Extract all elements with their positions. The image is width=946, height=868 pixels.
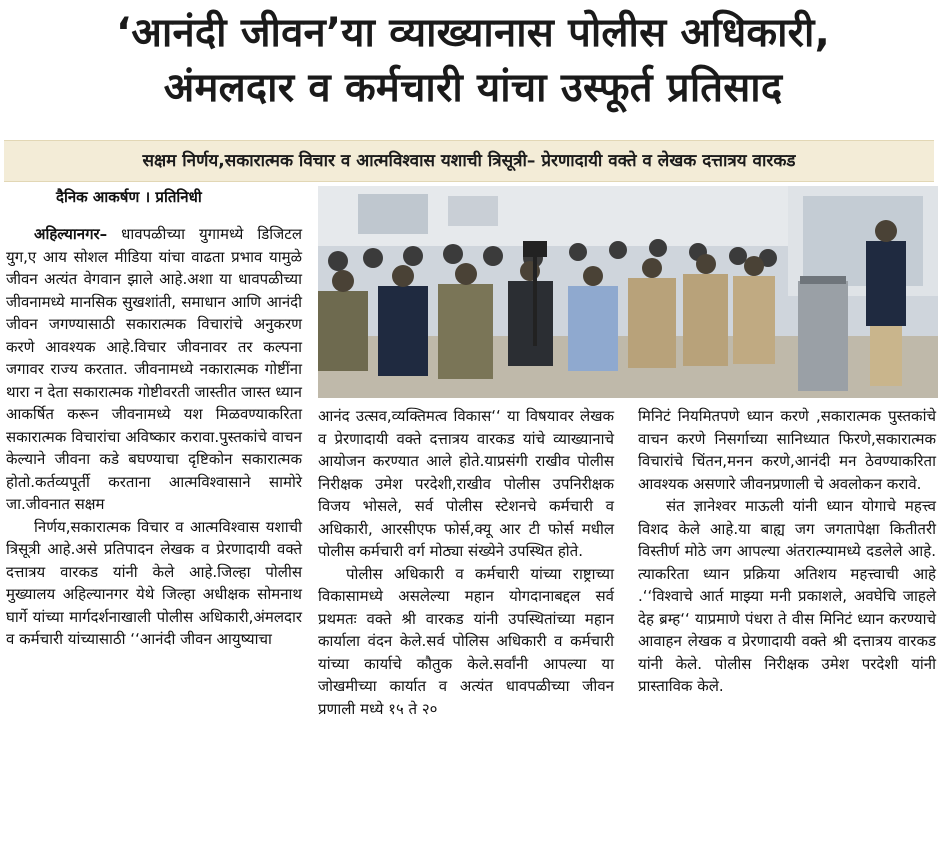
article-paragraph: आनंद उत्सव,व्यक्तिमत्व विकास‘‘ या विषयावर लेखक व प्रेरणादायी वक्ते दत्तात्रय वारकड यांचे व्याख्यानाचे आयोजन करण्यात आले होते.याप्रसंगी राखीव पोलीस निरीक्षक उमेश परदेशी,राखीव पोलीस उपनिरीक्षक विजय भोसले, सर्व पोलीस स्टेशनचे कर्मचारी व अधिकारी, आरसीएफ फोर्स,क्यू आर टी फोर्स मधील पोलीस कर्मचारी वर्ग मोठ्या संख्येने उपस्थित होते.: [318, 407, 614, 560]
article-column-3: [638, 405, 936, 698]
subheadline: सक्षम निर्णय,सकारात्मक विचार व आत्मविश्वास यशाची त्रिसूत्री– प्रेरणादायी वक्ते व लेखक दत्तात्रय वारकड: [142, 151, 796, 171]
article-paragraph: मिनिटं नियमितपणे ध्यान करणे ,सकारात्मक पुस्तकांचे वाचन करणे निसर्गाच्या सानिध्यात फिरणे,सकारात्मक विचारांचे चिंतन,मनन करणे,आनंदी मन ठेवण्याकरिता आवश्यक असणारे जीवनप्रणाली चे अवलोकन करावे.: [638, 407, 936, 493]
headline-line-2: अंमलदार व कर्मचारी यांचा उस्फूर्त प्रतिसाद: [163, 65, 783, 111]
article-photo: [318, 186, 938, 398]
article-paragraph: निर्णय,सकारात्मक विचार व आत्मविश्वास यशाची त्रिसूत्री आहे.असे प्रतिपादन लेखक व प्रेरणादायी वक्ते दत्तात्रय वारकड यांनी केले आहे.जिल्हा पोलीस मुख्यालय अहिल्यानगर येथे जिल्हा अधीक्षक सोमनाथ घार्गे यांच्या मार्गदर्शनाखाली पोलीस अधिकारी,अंमलदार व कर्मचारी यांच्यासाठी ‘‘आनंदी जीवन आयुष्याचा: [6, 517, 302, 648]
headline-line-1: ‘आनंदी जीवन’या व्याख्यानास पोलीस अधिकारी,: [116, 10, 830, 56]
article-column-2: [318, 405, 614, 720]
article-paragraph: [6, 223, 302, 516]
article-paragraph: पोलीस अधिकारी व कर्मचारी यांच्या राष्ट्राच्या विकासामध्ये असलेल्या महान योगदानाबद्दल सर्व प्रथमतः वक्ते श्री वारकड यांनी उपस्थितांच्या महान कार्याला वंदन केले.सर्व पोलिस अधिकारी व कर्मचारी यांच्या कार्याचे कौतुक केले.सर्वांनी आपल्या या जोखमीच्या कार्यात व अत्यंत धावपळीच्या जीवन प्रणाली मध्ये १५ ते २०: [318, 564, 614, 718]
paragraph-text: धावपळीच्या युगामध्ये डिजिटल युग,ए आय सोशल मीडिया यांचा वाढता प्रभाव यामुळे जीवन अत्यंत वेगवान झाले आहे.अशा या धावपळीच्या जीवनामध्ये मानसिक सुखशांती, समाधान आणि आनंदी जीवन जगण्यासाठी सकारात्मक विचारांचे अनुकरण करणे आवश्यक आहे.विचार जीवनावर तर कल्पना जगावर राज्य करतात. जीवनामध्ये नकारात्मक गोष्टींना थारा न देता सकारात्मक गोष्टीवरती जास्तीत जास्त ध्यान आकर्षित करून जीवनामध्ये यश मिळवण्याकरिता सकारात्मक विचारांचा अविष्कार करावा.पुस्तकांचे वाचन केल्याने जीवना कडे बघण्याचा दृष्टिकोन सकारात्मक होतो.कर्तव्यपूर्ती करताना आत्मविश्वासाने सामोरे जा.जीवनात सक्षम: [6, 225, 302, 513]
dateline: अहिल्यानगर–: [34, 225, 108, 243]
subheadline-bar: [4, 140, 934, 182]
article-column-1: [6, 223, 302, 651]
headline: [0, 6, 946, 116]
article-paragraph: संत ज्ञानेश्वर माऊली यांनी ध्यान योगाचे महत्त्व विशद केले आहे.या बाह्य जग जगतापेक्षा कितीतरी विस्तीर्ण मोठे जग आपल्या अंतरात्म्यामध्ये दडलेले आहे. त्याकरिता ध्यान प्रक्रिया अतिशय महत्त्वाची आहे .‘‘विश्वाचे आर्त माझ्या मनी प्रकाशले, अवघेचि जाहले देह ब्रम्ह‘‘ याप्रमाणे पंधरा ते वीस मिनिटं ध्यान करण्याचे आवाहन लेखक व प्रेरणादायी वक्ते श्री दत्तात्रय वारकड यांनी केले. पोलीस निरीक्षक उमेश परदेशी यांनी प्रास्ताविक केले.: [638, 497, 936, 695]
byline: दैनिक आकर्षण । प्रतिनिधी: [56, 188, 202, 206]
lecture-hall-photo: [318, 186, 938, 398]
